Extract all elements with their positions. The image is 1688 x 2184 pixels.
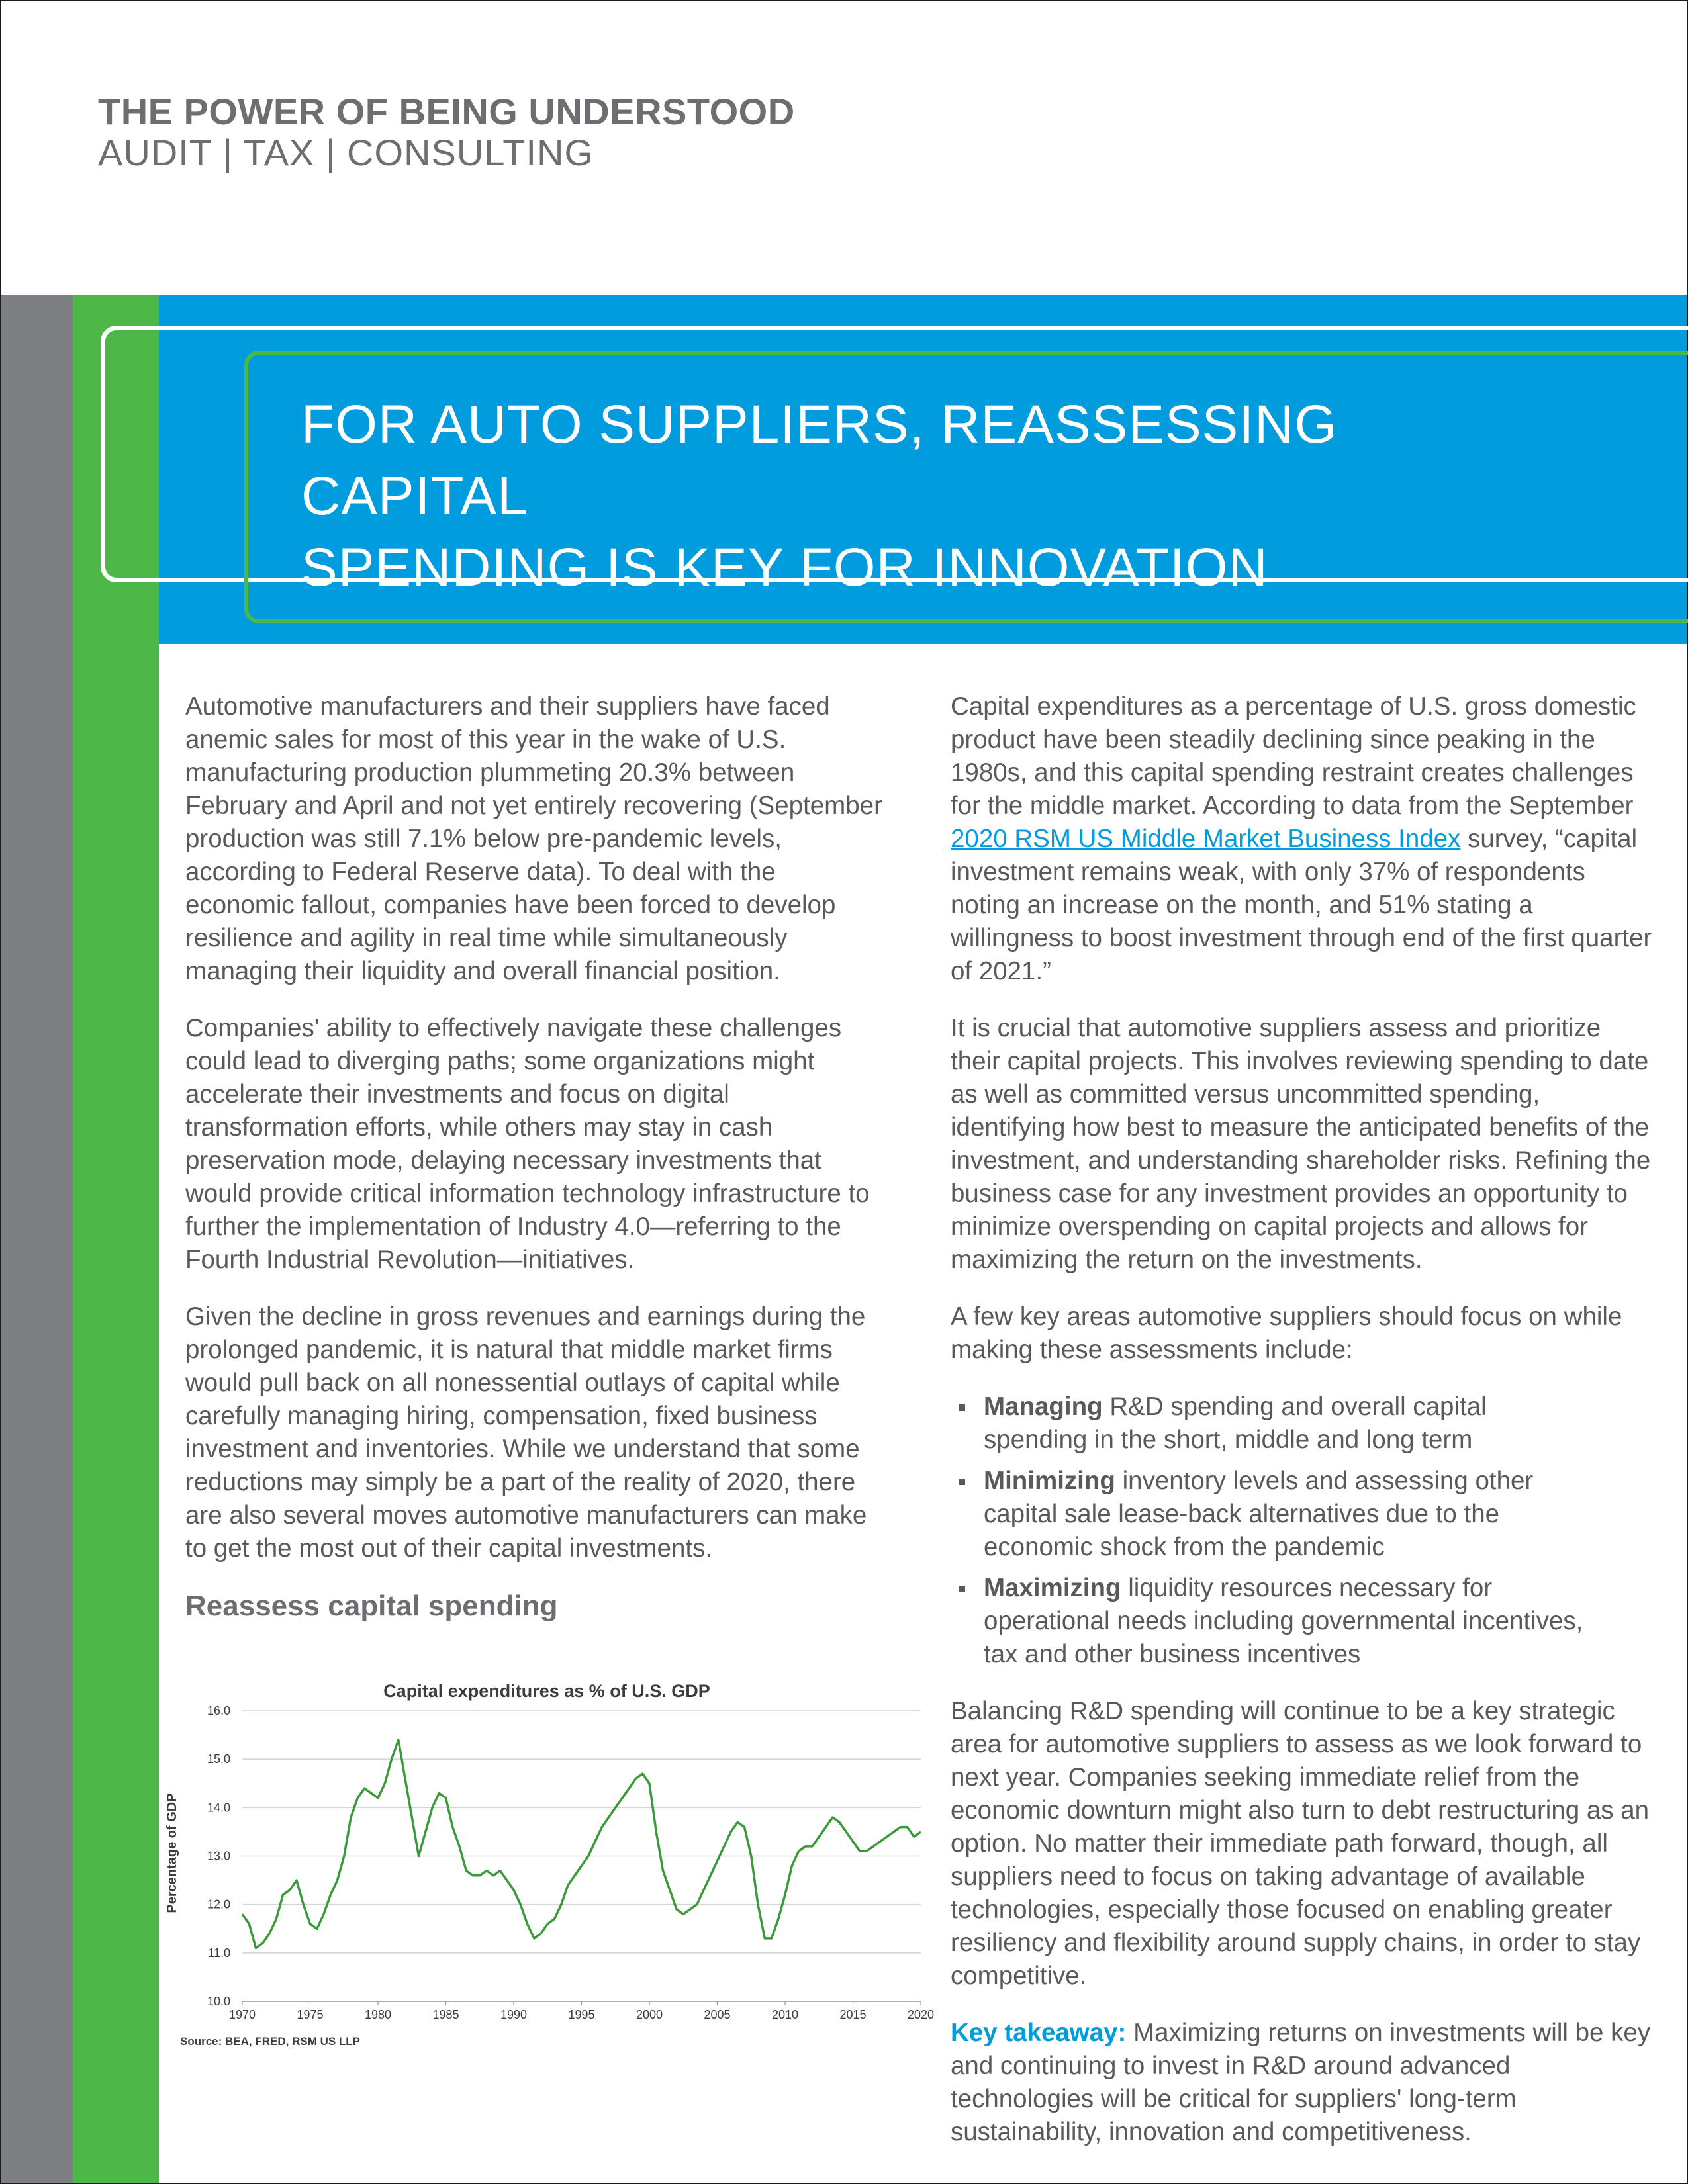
mmbi-survey-link[interactable]: 2020 RSM US Middle Market Business Index — [951, 825, 1461, 853]
page-title-line-2: SPENDING IS KEY FOR INNOVATION — [301, 537, 1268, 598]
capex-line-chart — [156, 1674, 944, 2058]
paragraph: A few key areas automotive suppliers should focus on while making these assessments include: — [951, 1302, 1622, 1364]
section-heading: Reassess capital spending — [185, 1590, 558, 1622]
x-tick-label: 1970 — [228, 2008, 256, 2021]
page-title — [301, 389, 1559, 604]
list-item-bold: Minimizing — [984, 1467, 1115, 1495]
y-tick-label: 15.0 — [207, 1752, 230, 1766]
x-tick-label: 2015 — [839, 2008, 867, 2021]
sidebar-gray-band — [1, 295, 73, 2183]
key-takeaway — [951, 2017, 1652, 2149]
text-span: Capital expenditures as a percentage of U.S. gross domestic product have been steadily declining since peaking in the 1980s, and this capital spending restraint creates challenges for the middle market. According to data from the September — [951, 692, 1636, 820]
x-tick-label: 1980 — [364, 2008, 392, 2021]
x-tick-label: 1985 — [432, 2008, 459, 2021]
y-tick-label: 13.0 — [207, 1849, 230, 1863]
paragraph — [951, 690, 1652, 988]
list-item-text: R&D spending and overall capital spending in the short, middle and long term — [984, 1392, 1487, 1454]
y-tick-label: 12.0 — [207, 1897, 230, 1911]
list-item-bold: Maximizing — [984, 1574, 1121, 1602]
list-item — [951, 1465, 1593, 1564]
chart-title: Capital expenditures as % of U.S. GDP — [383, 1681, 710, 1701]
chart-source: Source: BEA, FRED, RSM US LLP — [180, 2035, 361, 2048]
page-title-line-1: FOR AUTO SUPPLIERS, REASSESSING CAPITAL — [301, 394, 1338, 526]
tagline-line-2: AUDIT | TAX | CONSULTING — [98, 132, 594, 173]
y-tick-label: 11.0 — [208, 1946, 230, 1960]
left-column — [185, 690, 887, 1589]
x-tick-label: 2020 — [907, 2008, 935, 2021]
y-tick-label: 14.0 — [207, 1801, 230, 1815]
x-tick-label: 2010 — [771, 2008, 799, 2021]
list-item-bold: Managing — [984, 1392, 1103, 1421]
y-axis-label: Percentage of GDP — [165, 1793, 179, 1913]
list-item — [951, 1572, 1593, 1671]
list-item-text: inventory levels and assessing other capital sale lease-back alternatives due to the economic shock from the pandemic — [984, 1467, 1534, 1561]
tagline-line-1: THE POWER OF BEING UNDERSTOOD — [98, 91, 795, 132]
text-span: survey, “capital investment remains weak, with only 37% of respondents noting an increase on the month, and 51% stating a willingness to boost investment through end of the first quarter of 2021.” — [951, 825, 1652, 985]
y-tick-label: 10.0 — [207, 1995, 230, 2008]
y-tick-label: 16.0 — [207, 1704, 230, 1717]
key-takeaway-text: Maximizing returns on investments will be key and continuing to invest in R&D around advanced technologies will be critical for suppliers' long-term sustainability, innovation and competitiveness. — [951, 2019, 1651, 2146]
list-item-text: liquidity resources necessary for operational needs including governmental incentives, tax and other business incentives — [984, 1574, 1583, 1668]
series-line — [242, 1740, 921, 1948]
list-item — [951, 1390, 1593, 1457]
x-tick-label: 1975 — [297, 2008, 324, 2021]
key-takeaway-label: Key takeaway: — [951, 2019, 1127, 2047]
paragraph: Given the decline in gross revenues and earnings during the prolonged pandemic, it is natural that middle market firms would pull back on all nonessential outlays of capital while carefully managing hiring, compensation, fixed business investment and inventories. While we understand that some reductions may simply be a part of the reality of 2020, there are also several moves automotive manufacturers can make to get the most out of their capital investments. — [185, 1302, 867, 1563]
paragraph: It is crucial that automotive suppliers assess and prioritize their capital projects. This involves reviewing spending to date as well as committed versus uncommitted spending, identifying how best to measure the anticipated benefits of the investment, and understanding shareholder risks. Refining the business case for any investment provides an opportunity to minimize overspending on capital projects and allows for maximizing the return on the investments. — [951, 1014, 1651, 1274]
x-tick-label: 2005 — [704, 2008, 731, 2021]
paragraph: Companies' ability to effectively navigate these challenges could lead to diverging paths; some organizations might accelerate their investments and focus on digital transformation efforts, while others may stay in cash preservation mode, delaying necessary investments that would provide critical information technology infrastructure to further the implementation of Industry 4.0—referring to the Fourth Industrial Revolution—initiatives. — [185, 1014, 870, 1274]
brand-tagline — [98, 91, 795, 173]
right-column — [951, 690, 1652, 2173]
x-tick-label: 2000 — [635, 2008, 663, 2021]
focus-areas-list — [951, 1390, 1652, 1671]
x-tick-label: 1990 — [500, 2008, 528, 2021]
paragraph: Automotive manufacturers and their suppliers have faced anemic sales for most of this year in the wake of U.S. manufacturing production plummeting 20.3% between February and April and not yet entirely recovering (September production was still 7.1% below pre-pandemic levels, according to Federal Reserve data). To deal with the economic fallout, companies have been forced to develop resilience and agility in real time while simultaneously managing their liquidity and overall financial position. — [185, 692, 882, 985]
x-tick-label: 1995 — [568, 2008, 595, 2021]
capex-chart — [156, 1674, 944, 2058]
paragraph: Balancing R&D spending will continue to be a key strategic area for automotive suppliers to assess as we look forward to next year. Companies seeking immediate relief from the economic downturn might also turn to debt restructuring as an option. No matter their immediate path forward, though, all suppliers need to focus on taking advantage of available technologies, especially those focused on enabling greater resiliency and flexibility around supply chains, in order to stay competitive. — [951, 1697, 1650, 1990]
